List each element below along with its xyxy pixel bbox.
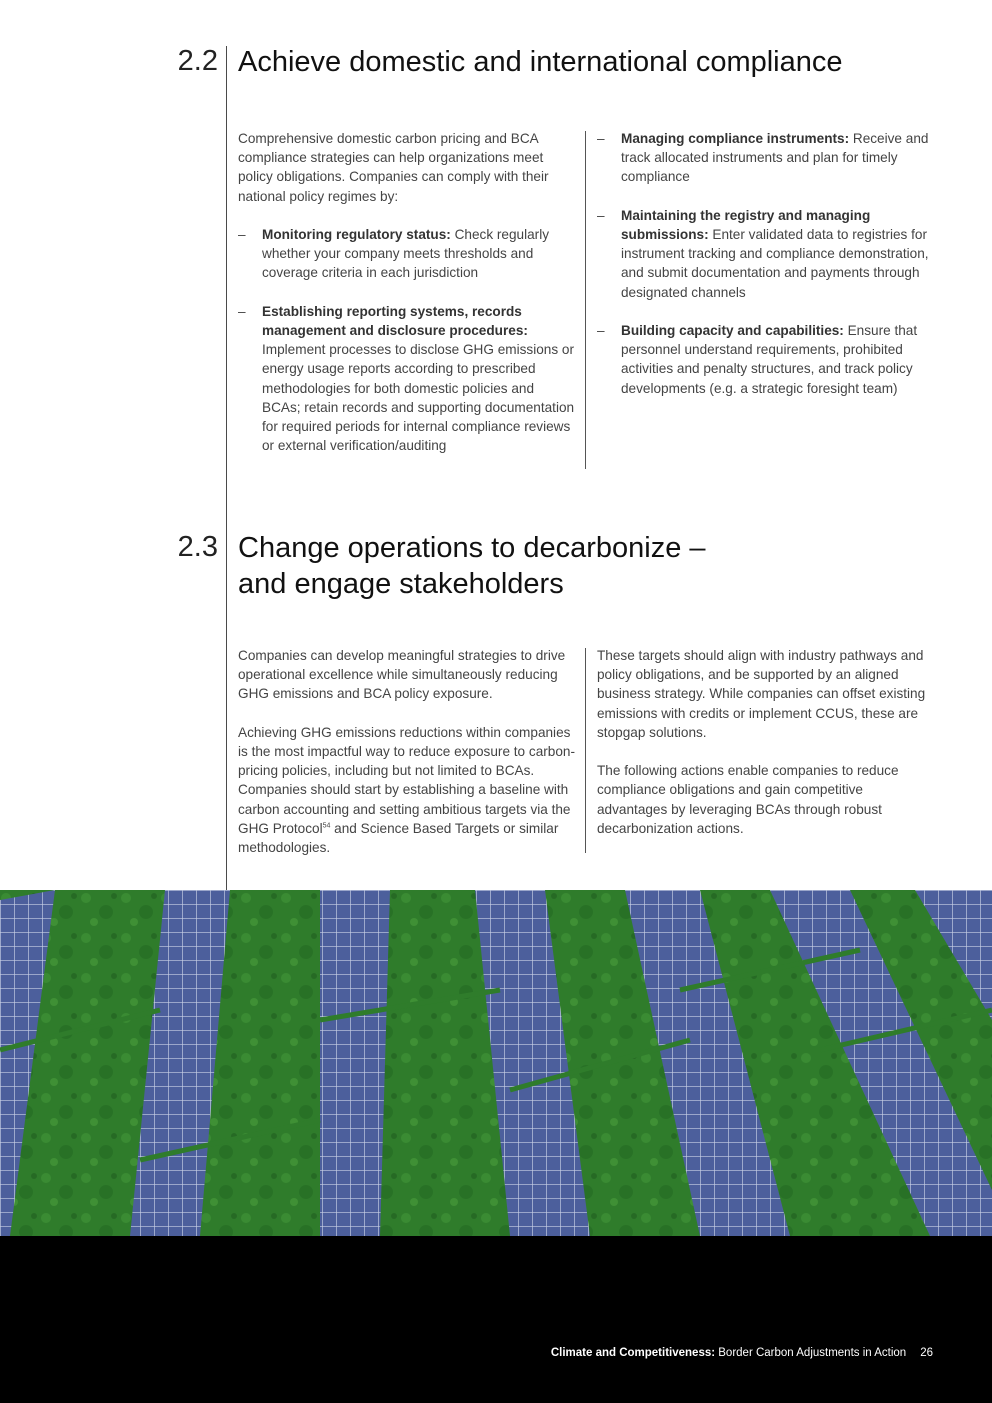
column-divider [585, 648, 586, 853]
paragraph: Achieving GHG emissions reductions within companies is the most impactful way to reduce exposure to carbon-pricing policies, including but not limited to BCAs. Companies should start by establishing a baseline with carbon accounting and setting ambitious targets via the GHG Protocol$^{54}$ and Science Based Targets or similar methodologies. [238, 724, 575, 856]
section-title: Achieve domestic and international compliance [238, 46, 843, 78]
solar-farm-photo [0, 890, 992, 1236]
section-23-left-column [238, 646, 578, 857]
section-23-right-column [597, 646, 929, 838]
section-number: 2.3 [177, 531, 218, 563]
section-22-left-column [238, 129, 576, 455]
intro-paragraph: Comprehensive domestic carbon pricing and BCA compliance strategies can help organizations meet policy obligations. Companies can comply with their national policy regimes by: [238, 131, 549, 204]
section-title: Change operations to decarbonize – and engage stakeholders [238, 532, 706, 600]
list-item: – Building capacity and capabilities: Ensure that personnel understand requirements, prohibited activities and penalty structures, and track policy developments (e.g. a strategic foresight team) [597, 323, 918, 396]
footer-band [0, 1236, 992, 1403]
paragraph: Companies can develop meaningful strategies to drive operational excellence while simultaneously reducing GHG emissions and BCA policy exposure. [238, 648, 566, 702]
list-item: – Maintaining the registry and managing submissions: Enter validated data to registries for instrument tracking and compliance demonstration, and submit documentation and payments through designated channels [597, 207, 929, 300]
column-divider [585, 131, 586, 469]
paragraph: These targets should align with industry pathways and policy obligations, and be supported by an aligned business strategy. While companies can offset existing emissions with credits or implement CCUS, these are stopgap solutions. [597, 648, 926, 740]
page-number: 26 [920, 1347, 933, 1359]
section-number: 2.2 [177, 45, 218, 77]
list-item: – Managing compliance instruments: Receive and track allocated instruments and plan for timely compliance [597, 131, 929, 185]
report-subtitle: Border Carbon Adjustments in Action [715, 1347, 907, 1359]
footnote-ref[interactable]: 54 [322, 822, 331, 830]
solar-panels-image [0, 890, 992, 1236]
page-footer [551, 1347, 933, 1359]
list-item: – Monitoring regulatory status: Check regularly whether your company meets thresholds and coverage criteria in each jurisdiction [238, 227, 550, 281]
solar-panel-row [320, 890, 390, 1236]
list-item: – Establishing reporting systems, records management and disclosure procedures: Implement processes to disclose GHG emissions or energy usage reports according to prescribed methodologies for both domestic policies and BCAs; retain records and supporting documentation for required periods for internal compliance reviews or external verification/auditing [238, 303, 575, 454]
report-title: Climate and Competitiveness: [550, 1347, 716, 1359]
margin-rule [226, 46, 227, 891]
paragraph: The following actions enable companies to reduce compliance obligations and gain competitive advantages by leveraging BCAs through robust decarbonization actions. [597, 763, 899, 836]
section-22-right-column [597, 129, 929, 398]
